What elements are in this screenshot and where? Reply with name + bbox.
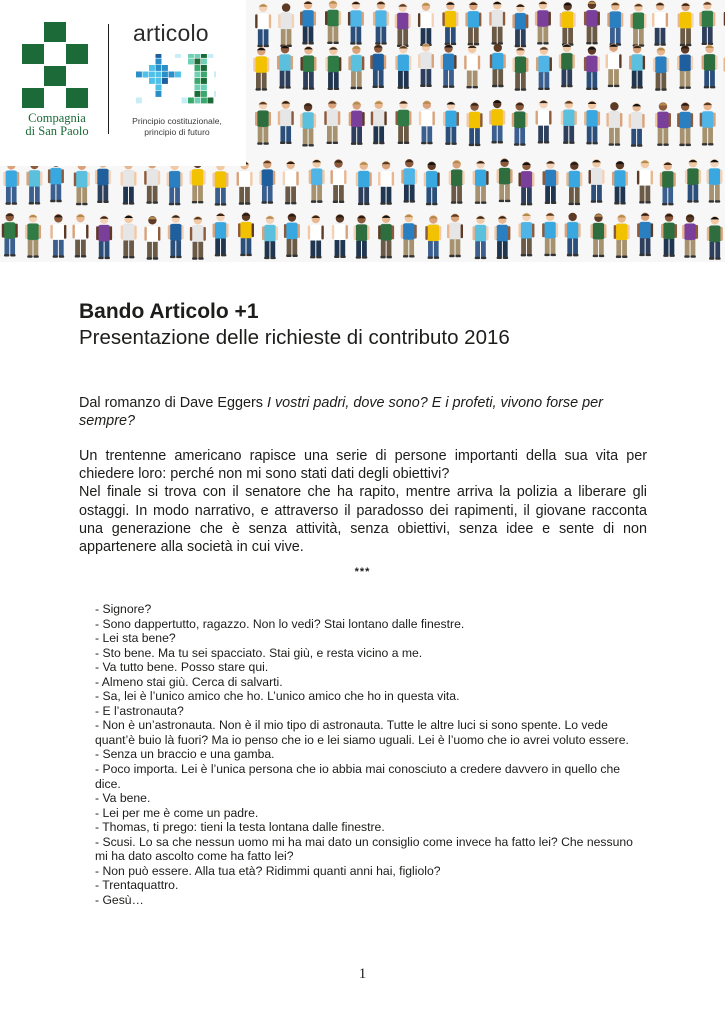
person-figure bbox=[637, 213, 653, 257]
dialogue-line: - Almeno stai giù. Cerca di salvarti. bbox=[95, 674, 283, 689]
person-figure bbox=[464, 45, 480, 89]
person-figure bbox=[677, 45, 693, 89]
person-figure bbox=[348, 1, 364, 45]
pixel-cell bbox=[143, 72, 149, 78]
person-figure bbox=[332, 214, 348, 258]
page-number: 1 bbox=[358, 966, 367, 982]
dialogue-line: - Va bene. bbox=[95, 791, 151, 806]
book-title: I vostri padri, dove sono? E i profeti, vivono forse per sempre? bbox=[79, 395, 603, 430]
person-figure bbox=[325, 46, 341, 90]
pixel-cell bbox=[195, 78, 201, 84]
dialogue-line: - Lei sta bene? bbox=[95, 631, 176, 646]
person-figure bbox=[3, 161, 19, 205]
pixel-cell bbox=[195, 98, 201, 104]
pixel-cell bbox=[201, 85, 207, 91]
person-figure bbox=[378, 215, 394, 259]
dialogue-line: - E l’astronauta? bbox=[95, 703, 184, 718]
dialogue-line: - Signore? bbox=[95, 602, 152, 616]
person-figure bbox=[300, 46, 316, 90]
pixel-cell bbox=[162, 65, 168, 71]
person-figure bbox=[489, 100, 505, 144]
pixel-cell bbox=[195, 72, 201, 78]
person-figure bbox=[120, 161, 136, 205]
pixel-cell bbox=[201, 54, 207, 58]
person-figure bbox=[566, 162, 582, 206]
person-figure bbox=[25, 214, 41, 258]
dialogue-line: - Sto bene. Ma tu sei spacciato. Stai giù, e resta vicino a me. bbox=[95, 645, 423, 660]
person-figure bbox=[542, 160, 558, 204]
person-figure bbox=[449, 160, 465, 204]
person-figure bbox=[661, 213, 677, 257]
pixel-cell bbox=[149, 78, 155, 84]
person-figure bbox=[612, 161, 628, 205]
person-figure bbox=[473, 160, 489, 204]
pixel-cell bbox=[182, 98, 188, 104]
section-separator: *** bbox=[354, 566, 371, 578]
person-figure bbox=[255, 101, 271, 145]
dialogue-line: - Non è un’astronauta. Non è il mio tipo di astronauta. Tutte le altre luci si sono spente. Lo vede quant’è buio là fuori? Ma io penso che io e lei siamo uguali. Lei è l’uomo che io avrei voluto essere. bbox=[95, 718, 629, 747]
person-figure bbox=[190, 216, 206, 260]
dialogue-line: - Poco importa. Lei è l’unica persona che io abbia mai conosciuto a credere davvero in quello che dice. bbox=[95, 762, 621, 791]
person-figure bbox=[121, 215, 137, 259]
person-figure bbox=[561, 100, 577, 144]
pixel-cell bbox=[201, 59, 207, 65]
person-figure bbox=[72, 214, 88, 258]
person-figure bbox=[536, 100, 552, 144]
person-figure bbox=[213, 213, 229, 257]
person-figure bbox=[144, 160, 160, 204]
pixel-cell bbox=[162, 72, 168, 78]
brand-name bbox=[18, 112, 96, 138]
intro-text: Dal romanzo di Dave Eggers bbox=[79, 395, 267, 411]
person-figure bbox=[349, 101, 365, 145]
dialogue-line: - Sono dappertutto, ragazzo. Non lo vedi? Stai lontano dalle finestre. bbox=[95, 616, 465, 631]
person-figure bbox=[653, 47, 669, 91]
brand-name-line1: Compagnia bbox=[28, 111, 86, 125]
pixel-cell bbox=[188, 54, 194, 58]
brand-name-line2: di San Paolo bbox=[25, 124, 89, 138]
pixel-cell bbox=[208, 98, 214, 104]
person-figure bbox=[401, 159, 417, 203]
person-figure bbox=[283, 161, 299, 205]
person-figure bbox=[637, 160, 653, 204]
summary-paragraph-2: Nel finale si trova con il senatore che ha rapito, mentre arriva la polizia a liberare gli ostaggi. In modo narrativo, e attraverso il paradosso dei rapimenti, il giovane racconta una generazione che è senza attività, senza obiettivi, senza idee e sente di non appartenere alla società in cui vive. bbox=[79, 484, 647, 556]
person-figure bbox=[606, 43, 622, 87]
dialogue-line: - Sa, lei è l’unico amico che ho. L’unico amico che ho in questa vita. bbox=[95, 689, 460, 704]
person-figure bbox=[238, 213, 254, 257]
tagline-line2: principio di futuro bbox=[144, 126, 210, 137]
person-figure bbox=[512, 102, 528, 146]
person-figure bbox=[395, 100, 411, 144]
person-figure bbox=[490, 44, 506, 88]
intro-paragraph bbox=[79, 394, 647, 430]
pixel-cell bbox=[136, 98, 142, 104]
person-figure bbox=[512, 47, 528, 91]
person-figure bbox=[584, 46, 600, 90]
person-figure bbox=[494, 215, 510, 259]
pixel-cell bbox=[195, 65, 201, 71]
articolo-plus-one-pixel-logo-icon bbox=[134, 54, 216, 106]
person-figure bbox=[284, 213, 300, 257]
person-figure bbox=[560, 2, 576, 46]
pixel-cell bbox=[156, 78, 162, 84]
pixel-cell bbox=[208, 54, 214, 58]
person-figure bbox=[348, 46, 364, 90]
person-figure bbox=[630, 3, 646, 47]
person-figure bbox=[277, 45, 293, 89]
person-figure bbox=[699, 1, 715, 45]
person-figure bbox=[465, 2, 481, 46]
person-figure bbox=[371, 101, 387, 145]
logo-divider bbox=[108, 24, 109, 134]
pixel-cell bbox=[149, 65, 155, 71]
person-figure bbox=[167, 162, 183, 206]
person-figure bbox=[354, 215, 370, 259]
person-figure bbox=[419, 101, 435, 145]
summary-paragraphs bbox=[79, 447, 647, 556]
program-tagline bbox=[118, 116, 236, 137]
document-subtitle: Presentazione delle richieste di contributo 2016 bbox=[79, 326, 510, 349]
person-figure bbox=[607, 2, 623, 46]
person-figure bbox=[278, 3, 294, 47]
compagnia-san-paolo-logo-icon bbox=[22, 22, 88, 108]
pixel-cell bbox=[201, 78, 207, 84]
pixel-cell bbox=[156, 91, 162, 97]
person-figure bbox=[700, 102, 716, 146]
person-figure bbox=[418, 43, 434, 87]
person-figure bbox=[447, 214, 463, 258]
person-figure bbox=[535, 1, 551, 45]
person-figure bbox=[497, 159, 513, 203]
person-figure bbox=[512, 4, 528, 48]
person-figure bbox=[472, 216, 488, 260]
person-figure bbox=[255, 4, 271, 48]
person-figure bbox=[308, 215, 324, 259]
dialogue-line: - Lei per me è come un padre. bbox=[95, 805, 259, 820]
person-figure bbox=[655, 102, 671, 146]
dialogue-excerpt bbox=[95, 602, 635, 907]
person-figure bbox=[584, 1, 600, 45]
person-figure bbox=[190, 160, 206, 204]
pixel-cell bbox=[156, 59, 162, 65]
header-banner bbox=[0, 0, 725, 262]
pixel-cell bbox=[214, 91, 216, 97]
person-figure bbox=[309, 159, 325, 203]
pixel-cell bbox=[195, 54, 201, 58]
tagline-line1: Principio costituzionale, bbox=[132, 116, 222, 126]
person-figure bbox=[614, 214, 630, 258]
person-figure bbox=[682, 214, 698, 258]
person-figure bbox=[536, 46, 552, 90]
person-figure bbox=[259, 160, 275, 204]
person-figure bbox=[424, 162, 440, 206]
person-figure bbox=[443, 101, 459, 145]
person-figure bbox=[325, 0, 341, 44]
person-figure bbox=[324, 100, 340, 144]
person-figure bbox=[706, 159, 722, 203]
person-figure bbox=[589, 159, 605, 203]
pixel-cell bbox=[195, 59, 201, 65]
dialogue-line: - Non può essere. Alla tua età? Ridimmi quanti anni hai, figliolo? bbox=[95, 863, 441, 878]
person-figure bbox=[300, 103, 316, 147]
person-figure bbox=[401, 214, 417, 258]
dialogue-line: - Trentaquattro. bbox=[95, 878, 179, 893]
person-figure bbox=[606, 102, 622, 146]
person-figure bbox=[629, 45, 645, 89]
person-figure bbox=[652, 2, 668, 46]
person-figure bbox=[418, 2, 434, 46]
person-figure bbox=[518, 213, 534, 257]
person-figure bbox=[467, 102, 483, 146]
pixel-cell bbox=[201, 98, 207, 104]
pixel-cell bbox=[156, 65, 162, 71]
person-figure bbox=[559, 44, 575, 88]
person-figure bbox=[26, 161, 42, 205]
pixel-cell bbox=[201, 65, 207, 71]
person-figure bbox=[395, 45, 411, 89]
summary-paragraph-1: Un trentenne americano rapisce una serie di persone importanti della sua vita per chiedere loro: perché non mi sono stati dati degli obiettivi? bbox=[79, 448, 647, 483]
pixel-cell bbox=[156, 85, 162, 91]
person-figure bbox=[489, 1, 505, 45]
pixel-cell bbox=[149, 72, 155, 78]
person-figure bbox=[685, 159, 701, 203]
pixel-cell bbox=[188, 59, 194, 65]
pixel-cell bbox=[162, 78, 168, 84]
dialogue-line: - Va tutto bene. Posso stare qui. bbox=[95, 660, 269, 675]
person-figure bbox=[237, 161, 253, 205]
person-figure bbox=[518, 162, 534, 206]
person-figure bbox=[395, 3, 411, 47]
person-figure bbox=[253, 47, 269, 91]
pixel-cell bbox=[175, 54, 181, 58]
person-figure bbox=[50, 214, 66, 258]
person-figure bbox=[2, 213, 18, 257]
pixel-cell bbox=[195, 85, 201, 91]
pixel-cell bbox=[175, 72, 181, 78]
person-figure bbox=[542, 213, 558, 257]
person-figure bbox=[330, 159, 346, 203]
person-figure bbox=[168, 215, 184, 259]
logo-panel bbox=[0, 0, 246, 166]
person-figure bbox=[660, 162, 676, 206]
person-figure bbox=[584, 101, 600, 145]
dialogue-line: - Senza un braccio e una gamba. bbox=[95, 747, 275, 762]
person-figure bbox=[707, 216, 723, 260]
pixel-cell bbox=[195, 91, 201, 97]
person-figure bbox=[212, 162, 228, 206]
person-figure bbox=[262, 216, 278, 260]
person-figure bbox=[629, 103, 645, 147]
person-figure bbox=[373, 1, 389, 45]
person-figure bbox=[370, 44, 386, 88]
person-figure bbox=[441, 44, 457, 88]
person-figure bbox=[442, 2, 458, 46]
pixel-cell bbox=[188, 98, 194, 104]
program-title: articolo bbox=[133, 20, 209, 46]
person-figure bbox=[677, 102, 693, 146]
person-figure bbox=[74, 162, 90, 206]
person-figure bbox=[678, 3, 694, 47]
person-figure bbox=[356, 161, 372, 205]
dialogue-line: - Gesù… bbox=[95, 892, 144, 907]
dialogue-line: - Thomas, ti prego: tieni la testa lontana dalle finestre. bbox=[95, 820, 385, 835]
person-figure bbox=[590, 214, 606, 258]
person-figure bbox=[425, 215, 441, 259]
document-title: Bando Articolo +1 bbox=[79, 300, 259, 323]
pixel-cell bbox=[169, 72, 175, 78]
person-figure bbox=[144, 216, 160, 260]
person-figure bbox=[702, 45, 718, 89]
pixel-cell bbox=[201, 91, 207, 97]
pixel-cell bbox=[156, 72, 162, 78]
person-figure bbox=[300, 1, 316, 45]
pixel-cell bbox=[156, 54, 162, 58]
person-figure bbox=[278, 100, 294, 144]
pixel-cell bbox=[201, 72, 207, 78]
person-figure bbox=[96, 216, 112, 260]
pixel-cell bbox=[136, 72, 142, 78]
dialogue-line: - Scusi. Lo sa che nessun uomo mi ha mai dato un consiglio come invece ha fatto lei? Che nessuno mi ha dato ascolto come ha fatto lei? bbox=[95, 834, 633, 864]
person-figure bbox=[565, 213, 581, 257]
pixel-cell bbox=[214, 72, 216, 78]
person-figure bbox=[378, 161, 394, 205]
